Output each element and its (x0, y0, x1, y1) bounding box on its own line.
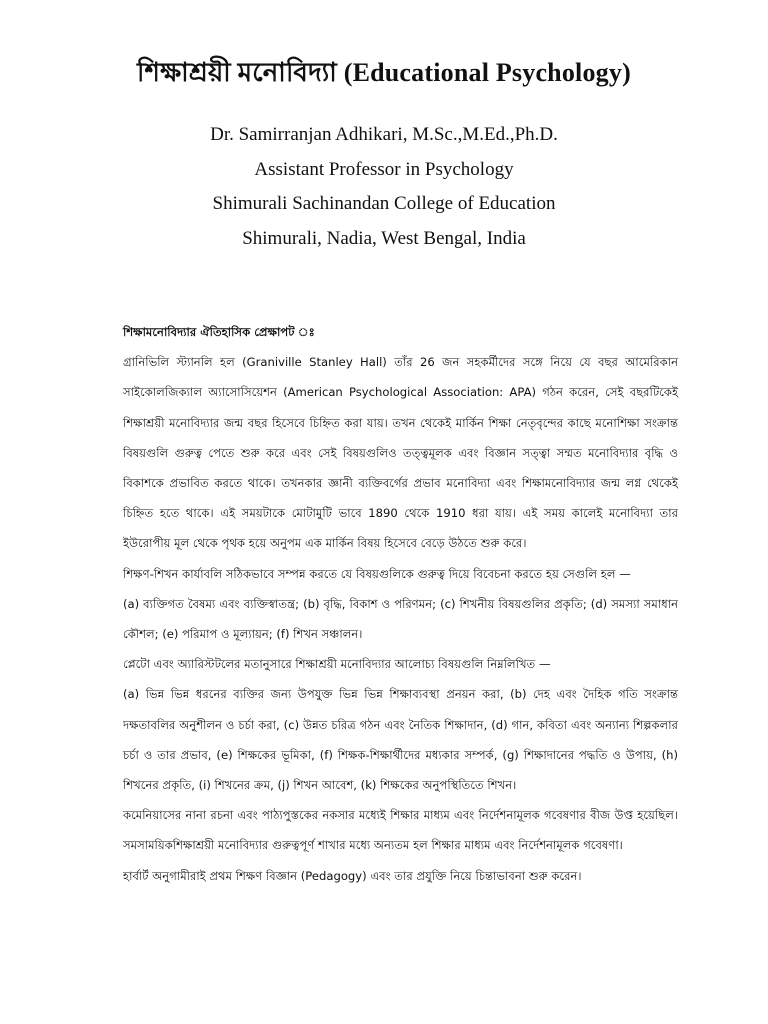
paragraph-plato-list (123, 679, 678, 800)
document-title: শিক্ষাশ্রয়ী মনোবিদ্যা (Educational Psychology) (137, 58, 631, 87)
paragraph-history-text: গ্রানিভিলি স্ট্যানলি হল (Graniville Stanley Hall) তাঁর 26 জন সহকর্মীদের সঙ্গে নিয়ে যে বছর আমেরিকান সাইকোলজিক্যাল অ্যাসোসিয়েশন (American Psychological Association: APA) গঠন করেন, সেই বছরটিকেই শিক্ষাশ্রয়ী মনোবিদ্যার জন্ম বছর হিসেবে চিহ্নিত করা যায়। তখন থেকেই মার্কিন শিক্ষা নেতৃবৃন্দের কাছে মনোশিক্ষা সংক্রান্ত বিষয়গুলি গুরুত্ব পেতে শুরু করে এবং সেই বিষয়গুলিও তত্ত্বমূলক এবং বিজ্ঞান সত্ত্বা সম্মত মনোবিদ্যার বৃদ্ধি ও বিকাশকে প্রভাবিত করতে থাকে। তখনকার জ্ঞানী ব্যক্তিবর্গের প্রভাব মনোবিদ্যা এবং শিক্ষামনোবিদ্যার জন্ম লগ্ন থেকেই চিহ্নিত হতে থাকে। এই সময়টাকে মোটামুটি ভাবে 1890 থেকে 1910 ধরা যায়। এই সময় কালেই মনোবিদ্যা তার ইউরোপীয় মূল থেকে পৃথক হয়ে অনুপম এক মার্কিন বিষয় হিসেবে বেড়ে উঠতে শুরু করে। (123, 355, 678, 551)
paragraph-plato-intro (123, 649, 678, 679)
author-position-line: Assistant Professor in Psychology (254, 158, 514, 180)
paragraph-plato-intro-text: প্লেটো এবং অ্যারিস্টটলের মতানুসারে শিক্ষাশ্রয়ী মনোবিদ্যার আলোচ্য বিষয়গুলি নিম্নলিখিত — (123, 657, 551, 672)
paragraph-teaching-factors-list (123, 589, 678, 649)
author-name-line: Dr. Samirranjan Adhikari, M.Sc.,M.Ed.,Ph.D. (210, 124, 558, 145)
paragraph-history (123, 347, 678, 558)
document-body (123, 317, 678, 891)
paragraph-herbart (123, 861, 678, 891)
paragraph-herbart-text: হার্বার্ট অনুগামীরাই প্রথম শিক্ষণ বিজ্ঞান (Pedagogy) এবং তার প্রযুক্তি নিয়ে চিন্তাভাবনা শুরু করেন। (123, 868, 582, 883)
paragraph-teaching-factors-intro (123, 559, 678, 589)
paragraph-comenius-text: কমেনিয়াসের নানা রচনা এবং পাঠ্যপুস্তকের নকসার মধ্যেই শিক্ষার মাধ্যম এবং নির্দেশনামূলক গবেষণার বীজ উপ্ত হয়েছিল। সমসাময়িকশিক্ষাশ্রয়ী মনোবিদ্যার গুরুত্বপূর্ণ শাখার মধ্যে অন্যতম হল শিক্ষার মাধ্যম এবং নির্দেশনামূলক গবেষণা। (123, 808, 678, 853)
paragraph-comenius (123, 800, 678, 860)
paragraph-plato-list-text: (a) ভিন্ন ভিন্ন ধরনের ব্যক্তির জন্য উপযুক্ত ভিন্ন ভিন্ন শিক্ষাব্যবস্থা প্রনয়ন করা, (b) দেহ এবং দৈহিক গতি সংক্রান্ত দক্ষতাবলির অনুশীলন ও চর্চা করা, (c) উন্নত চরিত্র গঠন এবং নৈতিক শিক্ষাদান, (d) গান, কবিতা এবং অন্যান্য শিল্পকলার চর্চা ও তার প্রভাব, (e) শিক্ষকের ভূমিকা, (f) শিক্ষক-শিক্ষার্থীদের মধ্যকার সম্পর্ক, (g) শিক্ষাদানের পদ্ধতি ও উপায়, (h) শিখনের প্রকৃতি, (i) শিখনের ক্রম, (j) শিখন আবেশ, (k) শিক্ষকের অনুপস্থিতিতে শিখন। (123, 687, 678, 793)
paragraph-teaching-factors-list-text: (a) ব্যক্তিগত বৈষম্য এবং ব্যক্তিস্বাতন্ত্র; (b) বৃদ্ধি, বিকাশ ও পরিণমন; (c) শিখনীয় বিষয়গুলির প্রকৃতি; (d) সমস্যা সমাধান কৌশল; (e) পরিমাপ ও মূল্যায়ন; (f) শিখন সঞ্চালন। (123, 596, 678, 642)
author-address-line: Shimurali, Nadia, West Bengal, India (242, 227, 526, 249)
author-institution-line: Shimurali Sachinandan College of Education (212, 193, 556, 214)
section-heading: শিক্ষামনোবিদ্যার ঐতিহাসিক প্রেক্ষাপট ঃ (123, 325, 315, 339)
paragraph-teaching-factors-intro-text: শিক্ষণ-শিখন কার্যাবলি সঠিকভাবে সম্পন্ন করতে যে বিষয়গুলিকে গুরুত্ব দিয়ে বিবেচনা করতে হয় সেগুলি হল — (123, 566, 631, 581)
author-block (0, 118, 768, 256)
